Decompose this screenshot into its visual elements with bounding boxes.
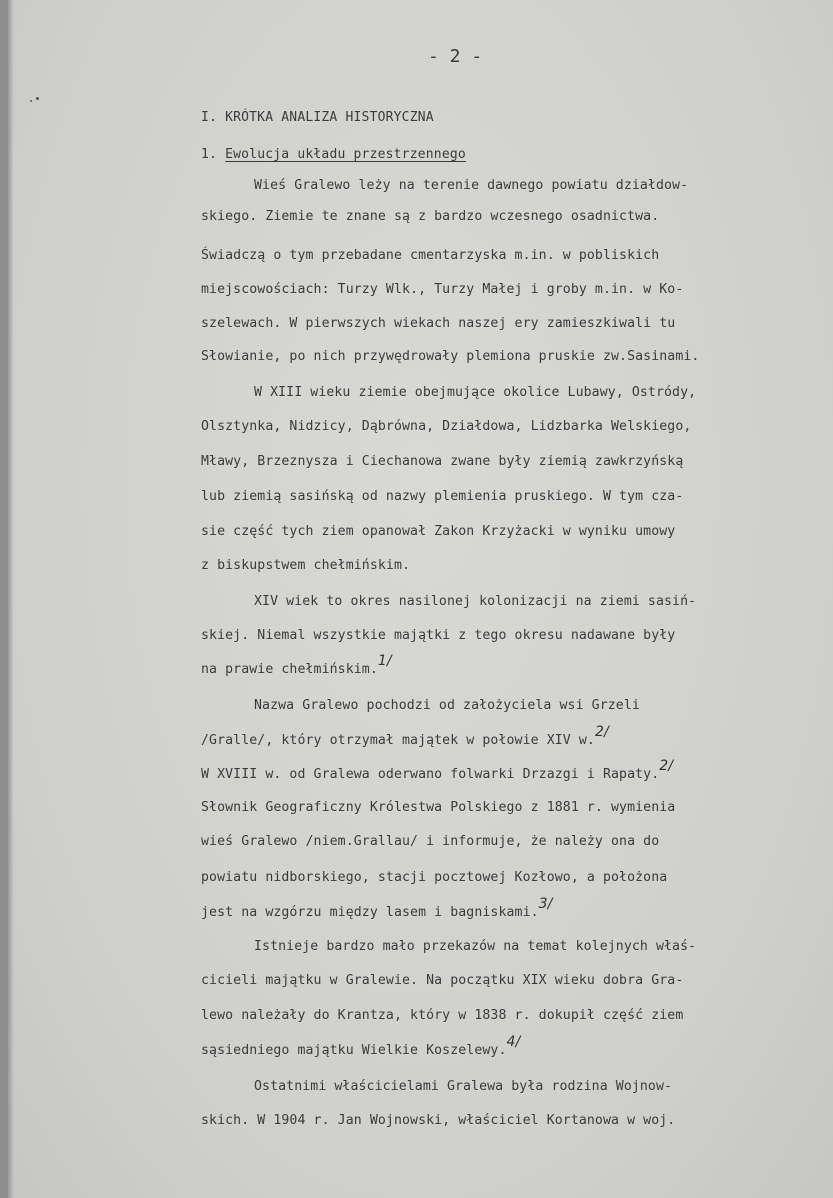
text-line: lewo należały do Krantza, który w 1838 r. dokupił część ziem [201,1008,684,1023]
footnote-ref: 2/ [659,758,674,774]
subsection-heading [201,145,466,165]
text-line-with-footnote [201,758,674,785]
subsection-number: 1. [201,147,226,162]
footnote-ref: 2/ [594,724,609,740]
text-line: Świadczą o tym przebadane cmentarzyska m.in. w pobliskich [201,248,660,263]
scan-edge-shadow [8,0,14,1198]
text-line: Wieś Gralewo leży na terenie dawnego powiatu działdow- [254,178,689,193]
text-line-with-footnote [201,653,392,680]
text-line: powiatu nidborskiego, stacji pocztowej Kozłowo, a położona [201,870,668,885]
text-line: szelewach. W pierwszych wiekach naszej ery zamieszkiwali tu [201,316,676,331]
document-page [8,0,833,1198]
text-line: lub ziemią sasińską od nazwy plemienia pruskiego. W tym cza- [201,489,684,504]
scan-speck [36,97,39,100]
scan-speck [30,100,32,102]
text-line: cicieli majątku w Gralewie. Na początku XIX wieku dobra Gra- [201,973,684,988]
text-line: miejscowościach: Turzy Wlk., Turzy Małej i groby m.in. w Ko- [201,282,684,297]
text-line: W XVIII w. od Gralewa oderwano folwarki Drzazgi i Rapaty. [201,767,660,782]
text-line: jest na wzgórzu między lasem i bagniskami. [201,905,539,920]
text-line: skiego. Ziemie te znane są z bardzo wczesnego osadnictwa. [201,209,660,224]
footnote-ref: 3/ [538,896,553,912]
text-line: Nazwa Gralewo pochodzi od założyciela wsi Grzeli [254,698,640,713]
text-line-with-footnote [201,724,609,751]
text-line: skich. W 1904 r. Jan Wojnowski, właściciel Kortanowa w woj. [201,1113,676,1128]
text-line: W XIII wieku ziemie obejmujące okolice Lubawy, Ostródy, [254,385,697,400]
text-line: Słownik Geograficzny Królestwa Polskiego z 1881 r. wymienia [201,800,676,815]
text-line: sie część tych ziem opanował Zakon Krzyżacki w wyniku umowy [201,524,676,539]
subsection-title: Ewolucja układu przestrzennego [225,147,466,162]
text-line-with-footnote [201,896,553,923]
text-line: z biskupstwem chełmińskim. [201,558,411,573]
text-line-with-footnote [201,1034,521,1061]
text-line: Istnieje bardzo mało przekazów na temat kolejnych właś- [254,939,697,954]
text-line: sąsiedniego majątku Wielkie Koszelewy. [201,1043,507,1058]
section-title: I. KRÓTKA ANALIZA HISTORYCZNA [201,110,434,125]
text-line: Słowianie, po nich przywędrowały plemiona pruskie zw.Sasinami. [201,349,700,364]
text-line: Mławy, Brzeznysza i Ciechanowa zwane były ziemią zawkrzyńską [201,454,684,469]
page-number: - 2 - [428,46,483,67]
text-line: wieś Gralewo /niem.Grallau/ i informuje, że należy ona do [201,834,660,849]
footnote-ref: 1/ [377,653,392,669]
text-line: skiej. Niemal wszystkie majątki z tego okresu nadawane były [201,628,676,643]
text-line: /Gralle/, który otrzymał majątek w połowie XIV w. [201,733,595,748]
text-line: Ostatnimi właścicielami Gralewa była rodzina Wojnow- [254,1079,673,1094]
text-line: na prawie chełmińskim. [201,662,378,677]
footnote-ref: 4/ [506,1034,521,1050]
text-line: Olsztynka, Nidzicy, Dąbrówna, Działdowa, Lidzbarka Welskiego, [201,419,692,434]
text-line: XIV wiek to okres nasilonej kolonizacji na ziemi sasiń- [254,594,697,609]
